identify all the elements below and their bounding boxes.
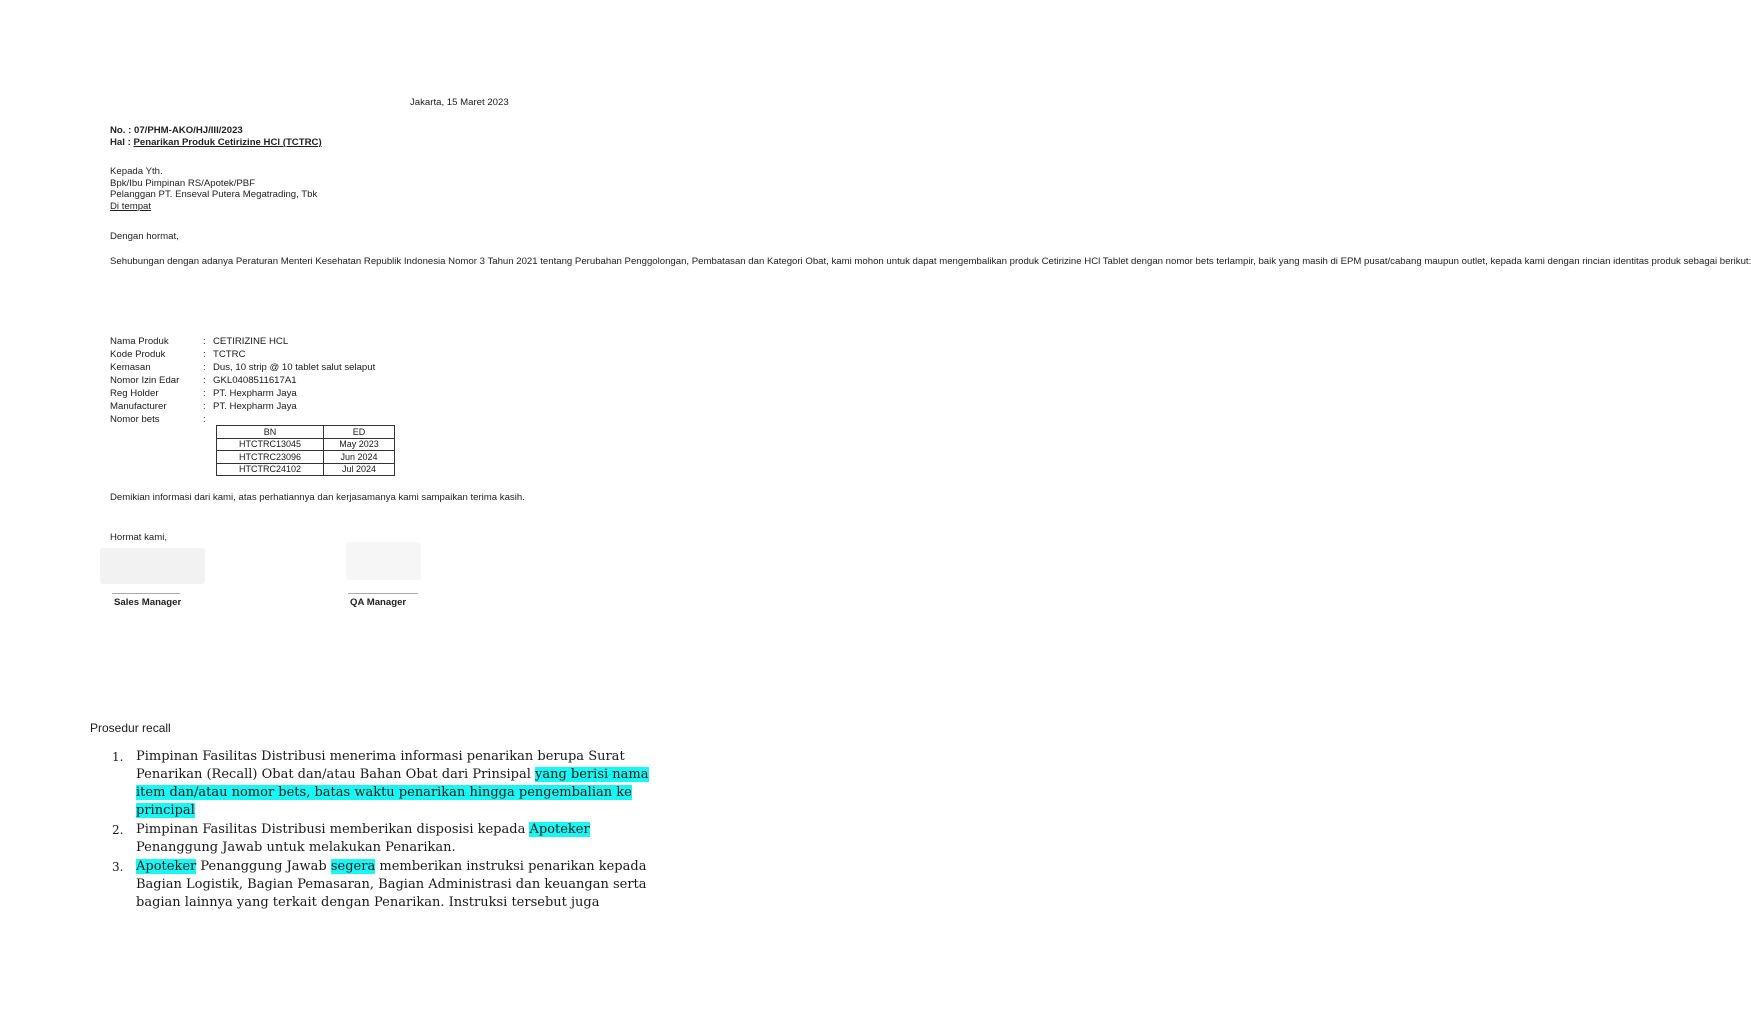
batch-col-ed: ED xyxy=(324,426,395,439)
letter-date: Jakarta, 15 Maret 2023 xyxy=(410,97,509,108)
procedure-title: Prosedur recall xyxy=(90,721,171,735)
procedure-list xyxy=(112,748,652,913)
spec-row: Reg Holder : PT. Hexpharm Jaya xyxy=(110,388,297,399)
letter-greeting: Dengan hormat, xyxy=(110,231,179,242)
batch-table-header xyxy=(217,426,395,439)
batch-table xyxy=(216,425,395,476)
item-number: 3. xyxy=(112,860,124,874)
letter-number-value: 07/PHM-AKO/HJ/III/2023 xyxy=(134,125,243,136)
address-line: Pelanggan PT. Enseval Putera Megatrading, Tbk xyxy=(110,189,318,200)
letter-subject-label: Hal : xyxy=(110,137,131,148)
address-line: Bpk/Ibu Pimpinan RS/Apotek/PBF xyxy=(110,177,256,189)
letter-subject-value: Penarikan Produk Cetirizine HCl (TCTRC) xyxy=(133,137,322,148)
highlight: Apoteker xyxy=(136,859,197,874)
table-row: HTCTRC13045 May 2023 xyxy=(217,438,395,451)
item-number: 2. xyxy=(112,823,124,837)
address-line: Di tempat xyxy=(110,200,152,212)
letter-subject xyxy=(110,137,322,149)
role-sales-manager: Sales Manager xyxy=(114,597,182,608)
scanned-letter xyxy=(98,80,1751,628)
role-qa-manager: QA Manager xyxy=(350,597,407,608)
address-line: Kepada Yth. xyxy=(110,166,163,177)
spec-row: Kemasan : Dus, 10 strip @ 10 tablet salut selaput xyxy=(110,362,376,373)
highlight: Apoteker xyxy=(529,822,590,837)
product-spec-list xyxy=(110,335,375,426)
letter-closing: Demikian informasi dari kami, atas perhatiannya dan kerjasamanya kami sampaikan terima kasih. xyxy=(110,492,525,503)
signature-line-left xyxy=(112,593,180,594)
list-item: 3. Apoteker Penanggung Jawab segera memberikan instruksi penarikan kepada Bagian Logistik, Bagian Pemasaran, Bagian Administrasi dan keuangan serta bagian lainnya yang terkait dengan Penarikan. Instruksi tersebut juga xyxy=(112,859,647,910)
highlight: yang berisi nama item dan/atau nomor bets, batas waktu penarikan hingga pengembalian ke principal xyxy=(136,767,649,818)
table-row: HTCTRC23096 Jun 2024 xyxy=(217,451,395,464)
letter-sign-off: Hormat kami, xyxy=(110,532,168,543)
letter-address xyxy=(110,166,317,212)
letter-body: Sehubungan dengan adanya Peraturan Menteri Kesehatan Republik Indonesia Nomor 3 Tahun 2021 tentang Perubahan Penggolongan, Pembatasan dan Kategori Obat, kami mohon untuk dapat mengembalikan produk Cetirizine HCl Tablet dengan nomor bets terlampir, baik yang masih di EPM pusat/cabang maupun outlet, kepada kami dengan rincian identitas produk sebagai berikut: xyxy=(110,256,1751,267)
batch-col-bn: BN xyxy=(217,426,324,439)
signature-redacted-left xyxy=(100,548,205,584)
highlight: segera xyxy=(330,859,376,874)
spec-row: Kode Produk : TCTRC xyxy=(110,349,246,360)
table-row: HTCTRC24102 Jul 2024 xyxy=(217,463,395,476)
list-item: 1. Pimpinan Fasilitas Distribusi menerima informasi penarikan berupa Surat Penarikan (Recall) Obat dan/atau Bahan Obat dari Prinsipal yang berisi nama item dan/atau nomor bets, batas waktu penarikan hingga pengembalian ke principal xyxy=(112,749,649,818)
signature-redacted-right xyxy=(346,542,421,580)
spec-row: Nama Produk : CETIRIZINE HCL xyxy=(110,336,289,347)
spec-row: Nomor bets : xyxy=(110,414,206,425)
spec-row: Nomor Izin Edar : GKL0408511617A1 xyxy=(110,375,297,386)
spec-row: Manufacturer : PT. Hexpharm Jaya xyxy=(110,401,297,412)
list-item: 2. Pimpinan Fasilitas Distribusi memberikan disposisi kepada Apoteker Penanggung Jawab untuk melakukan Penarikan. xyxy=(112,822,590,855)
letter-number-label: No. : xyxy=(110,125,132,136)
signature-line-right xyxy=(348,593,418,594)
letter-number xyxy=(110,125,243,137)
item-number: 1. xyxy=(112,750,124,764)
